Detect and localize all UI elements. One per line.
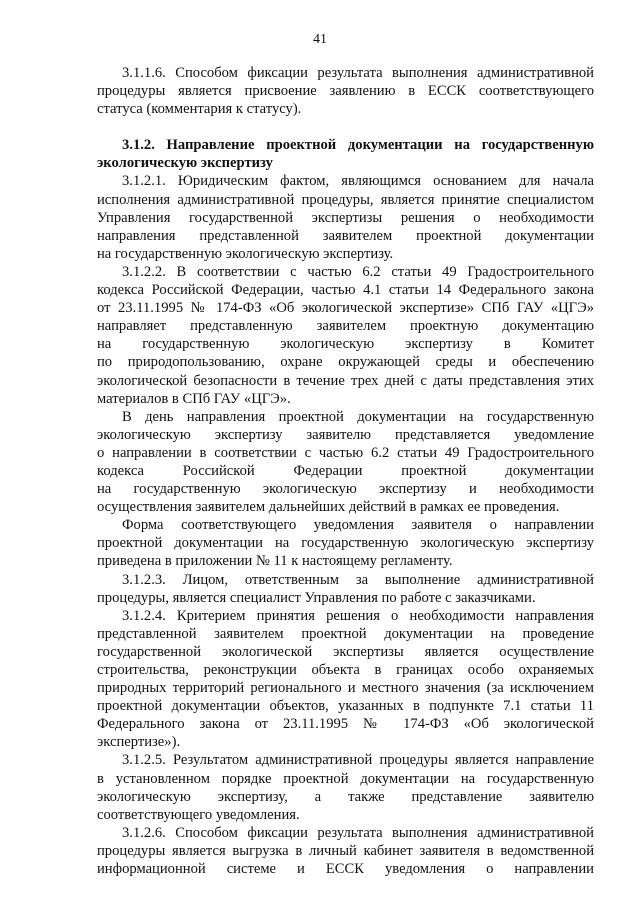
- text-line: Федерального закона от 23.11.1995 № 174-ФЗ «Об экологической: [97, 716, 594, 733]
- paragraph-3-1-2-1: [97, 172, 594, 262]
- text-line: на государственную экологическую экспертизу.: [97, 245, 394, 262]
- text-line: процедуры является присвоение заявлению в ЕССК соответствующего: [97, 83, 594, 100]
- text-line: статуса (комментария к статусу).: [97, 101, 302, 118]
- text-line: исполнения административной процедуры, является принятие специалистом: [97, 191, 594, 208]
- document-body: [97, 64, 594, 878]
- text-line: 3.1.2.1. Юридическим фактом, являющимся основанием для начала: [122, 173, 594, 190]
- text-line: кодекса Российской Федерации, частью 4.1 статьи 14 Федерального закона: [97, 282, 594, 299]
- text-line: В день направления проектной документации на государственную: [122, 408, 594, 425]
- paragraph-3-1-2-6: [97, 824, 594, 878]
- text-line: осуществления заявителем дальнейших действий в рамках ее проведения.: [97, 499, 560, 516]
- paragraph-3-1-2-3: [97, 571, 594, 607]
- text-line: от 23.11.1995 № 174-ФЗ «Об экологической экспертизе» СПб ГАУ «ЦГЭ»: [97, 300, 594, 317]
- text-line: в установленном порядке проектной документации на государственную: [97, 770, 594, 787]
- text-line: процедуры, является специалист Управления по работе с заказчиками.: [97, 589, 536, 606]
- text-line: материалов в СПб ГАУ «ЦГЭ».: [97, 390, 291, 407]
- text-line: 3.1.2.4. Критерием принятия решения о необходимости направления: [122, 607, 594, 624]
- text-line: экологическую экспертизу заявителю представляется уведомление: [97, 426, 594, 443]
- text-line: проектной документации объектов, указанных в подпункте 7.1 статьи 11: [97, 698, 594, 715]
- heading-line: экологическую экспертизу: [97, 155, 273, 172]
- text-line: приведена в приложении № 11 к настоящему регламенту.: [97, 553, 453, 570]
- text-line: соответствующего уведомления.: [97, 806, 300, 823]
- paragraph-notification-form: [97, 516, 594, 570]
- text-line: кодекса Российской Федерации проектной документации: [97, 462, 594, 479]
- paragraph-3-1-2-2: [97, 263, 594, 408]
- text-line: экспертизе»).: [97, 734, 181, 751]
- text-line: направляет представленную заявителем проектную документацию: [97, 318, 594, 335]
- text-line: информационной системе и ЕССК уведомления о направлении: [97, 861, 594, 878]
- text-line: 3.1.2.2. В соответствии с частью 6.2 статьи 49 Градостроительного: [122, 263, 594, 280]
- text-line: строительства, реконструкции объекта в границах особо охраняемых: [97, 662, 594, 678]
- text-line: о направлении в соответствии с частью 6.2 статьи 49 Градостроительного: [97, 444, 594, 461]
- text-line: 3.1.2.5. Результатом административной процедуры является направление: [122, 752, 594, 769]
- text-line: процедуры является выгрузка в личный кабинет заявителя в ведомственной: [97, 842, 594, 859]
- heading-line: 3.1.2. Направление проектной документации на государственную: [122, 137, 594, 154]
- text-line: Управления государственной экспертизы решения о необходимости: [97, 209, 594, 226]
- text-line: на государственную экологическую экспертизу и необходимости: [97, 481, 594, 498]
- text-line: 3.1.1.6. Способом фиксации результата выполнения административной: [122, 65, 594, 81]
- text-line: государственной экологической экспертизы является осуществление: [97, 643, 594, 660]
- text-line: Форма соответствующего уведомления заявителя о направлении: [122, 517, 594, 534]
- paragraph-notification-day: [97, 408, 594, 517]
- text-line: 3.1.2.6. Способом фиксации результата выполнения административной: [122, 824, 594, 841]
- paragraph-3-1-2-4: [97, 607, 594, 752]
- text-line: направления представленной заявителем проектной документации: [97, 227, 594, 244]
- text-line: представленной заявителем проектной документации на проведение: [97, 625, 594, 642]
- paragraph-3-1-2-5: [97, 751, 594, 823]
- text-line: экологическую экспертизу, а также представление заявителю: [97, 788, 594, 805]
- text-line: экологической безопасности в течение трех дней с даты представления этих: [97, 372, 594, 389]
- section-heading: [97, 136, 594, 172]
- text-line: природных территорий регионального и местного значения (за исключением: [97, 680, 594, 697]
- text-line: 3.1.2.3. Лицом, ответственным за выполнение административной: [122, 571, 594, 588]
- page-number: 41: [313, 32, 327, 47]
- paragraph-3-1-1-6: [97, 64, 594, 118]
- paragraph-gap: [97, 118, 594, 136]
- text-line: проектной документации на государственную экологическую экспертизу: [97, 535, 594, 552]
- text-line: на государственную экологическую экспертизу в Комитет: [97, 336, 594, 353]
- text-line: по природопользованию, охране окружающей среды и обеспечению: [97, 354, 594, 371]
